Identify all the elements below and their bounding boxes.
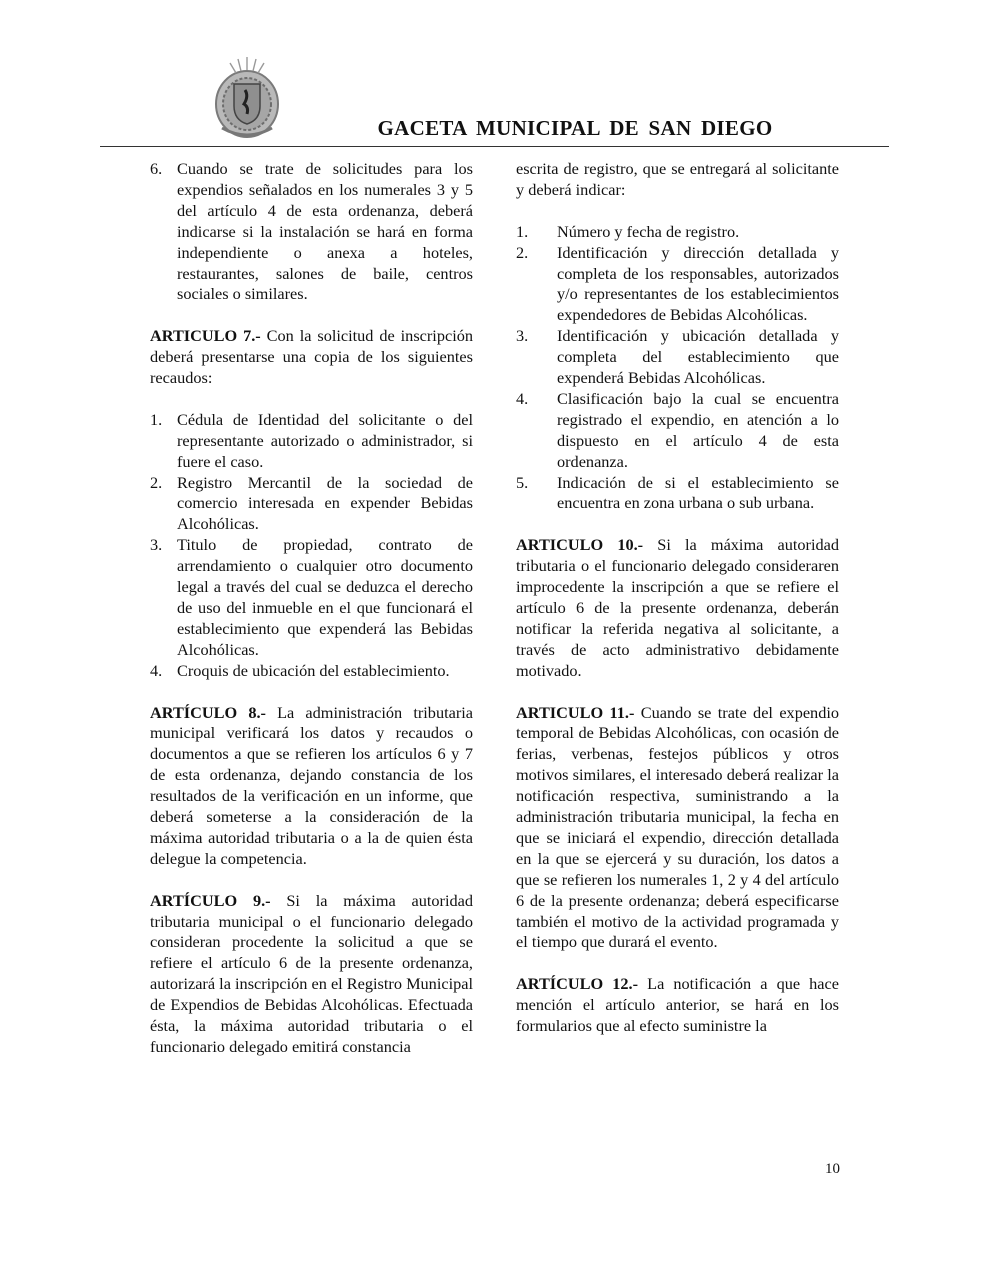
list-item-text: Indicación de si el establecimiento se encuentra en zona urbana o sub urbana.	[557, 472, 839, 513]
list-item-text: Número y fecha de registro.	[557, 221, 740, 241]
article-text: La notificación a que hace mención el artículo anterior, se hará en los formularios que al efecto suministre la	[516, 974, 839, 1036]
article-9-list	[516, 222, 839, 515]
article-11	[516, 703, 839, 954]
right-column	[516, 159, 839, 1037]
list-item-number: 3.	[150, 535, 163, 555]
list-item	[516, 473, 839, 515]
list-item-text: Registro Mercantil de la sociedad de comercio interesada en expender Bebidas Alcohólicas.	[177, 472, 473, 534]
article-heading: ARTICULO 10.-	[516, 535, 644, 555]
item-6-list	[150, 159, 473, 305]
list-item-number: 4.	[150, 660, 163, 680]
list-item	[150, 661, 473, 682]
article-8	[150, 703, 473, 870]
list-item-text: Cuando se trate de solicitudes para los expendios señalados en los numerales 3 y 5 del artículo 4 de esta ordenanza, deberá indicarse si la instalación se hará en forma independiente o anexa a hoteles, restaurantes, salones de baile, centros sociales o similares.	[177, 159, 473, 304]
coat-of-arms-emblem	[212, 54, 282, 142]
page-title: GACETA MUNICIPAL DE SAN DIEGO	[377, 116, 773, 140]
list-item-number: 2.	[150, 472, 163, 492]
page-number: 10	[825, 1161, 840, 1177]
article-heading: ARTICULO 7.-	[150, 326, 261, 346]
article-9	[150, 891, 473, 1058]
list-item-text: Titulo de propiedad, contrato de arrendamiento o cualquier otro documento legal a través del cual se deduzca el derecho de uso del inmueble en el que funcionará el establecimiento que expenderá las Bebidas Alcohólicas.	[177, 535, 473, 659]
list-item-number: 4.	[516, 388, 529, 408]
list-item	[150, 159, 473, 305]
article-text: La administración tributaria municipal verificará los datos y recaudos o documentos a que se refieren los artículos 6 y 7 de esta ordenanza, dejando constancia de los resultados de la verificación en un informe, que deberá someterse a la consideración de la máxima autoridad tributaria o a la de quien ésta delegue la competencia.	[150, 702, 474, 868]
article-text: Con la solicitud de inscripción deberá presentarse una copia de los siguientes recaudos:	[150, 326, 473, 388]
list-item-number: 2.	[516, 242, 529, 262]
list-item-number: 1.	[516, 221, 529, 241]
list-item	[516, 243, 839, 327]
article-text: Cuando se trate del expendio temporal de Bebidas Alcohólicas, con ocasión de ferias, verbenas, festejos públicos y otros motivos similares, el interesado deberá realizar la notificación respectiva, suministrando a la administración tributaria municipal, la fecha en que se iniciará el expendio, dirección detallada en la que se ejercerá y su duración, los datos a que se refieren los numerales 1, 2 y 4 del artículo 6 de la presente ordenanza; deberá especificarse también el motivo de la actividad programada y el tiempo que durará el evento.	[516, 702, 840, 952]
article-heading: ARTÍCULO 12.-	[516, 974, 639, 994]
article-9-continued: escrita de registro, que se entregará al solicitante y deberá indicar:	[516, 159, 839, 199]
list-item-text: Identificación y dirección detallada y completa de los responsables, autorizados y/o representantes de los establecimientos expendedores de Bebidas Alcohólicas.	[557, 242, 839, 325]
article-text: Si la máxima autoridad tributaria o el funcionario delegado consideraren improcedente la inscripción a que se refiere el artículo 6 de la presente ordenanza, deberán notificar la referida negativa al solicitante, a través de acto administrativo debidamente motivado.	[516, 535, 839, 680]
article-text: Si la máxima autoridad tributaria municipal o el funcionario delegado consideran procedente la solicitud a que se refiere el artículo 6 de la presente ordenanza, autorizará la inscripción en el Registro Municipal de Expendios de Bebidas Alcohólicas. Efectuada ésta, la máxima autoridad tributaria o el funcionario delegado emitirá constancia	[150, 890, 473, 1056]
list-item-number: 3.	[516, 326, 529, 346]
list-item-text: Cédula de Identidad del solicitante o del representante autorizado o administrador, si fuere el caso.	[177, 409, 473, 471]
article-10	[516, 535, 839, 681]
header-divider	[100, 146, 889, 147]
list-item	[150, 410, 473, 473]
list-item-text: Clasificación bajo la cual se encuentra registrado el expendio, en atención a lo dispuesto en el artículo 4 de esta ordenanza.	[557, 388, 839, 471]
list-item-number: 5.	[516, 472, 529, 492]
article-7	[150, 326, 473, 389]
list-item-number: 1.	[150, 409, 163, 429]
article-heading: ARTÍCULO 8.-	[150, 702, 266, 722]
article-heading: ARTICULO 11.-	[516, 702, 635, 722]
list-item-text: Croquis de ubicación del establecimiento.	[177, 660, 450, 680]
list-item-number: 6.	[150, 159, 163, 178]
left-column	[150, 159, 473, 1058]
list-item	[150, 473, 473, 536]
article-12	[516, 974, 839, 1037]
list-item	[516, 326, 839, 389]
article-heading: ARTÍCULO 9.-	[150, 890, 271, 910]
list-item	[150, 535, 473, 660]
list-item-text: Identificación y ubicación detallada y completa del establecimiento que expenderá Bebidas Alcohólicas.	[557, 326, 839, 388]
article-7-list	[150, 410, 473, 682]
list-item	[516, 222, 839, 243]
list-item	[516, 389, 839, 473]
